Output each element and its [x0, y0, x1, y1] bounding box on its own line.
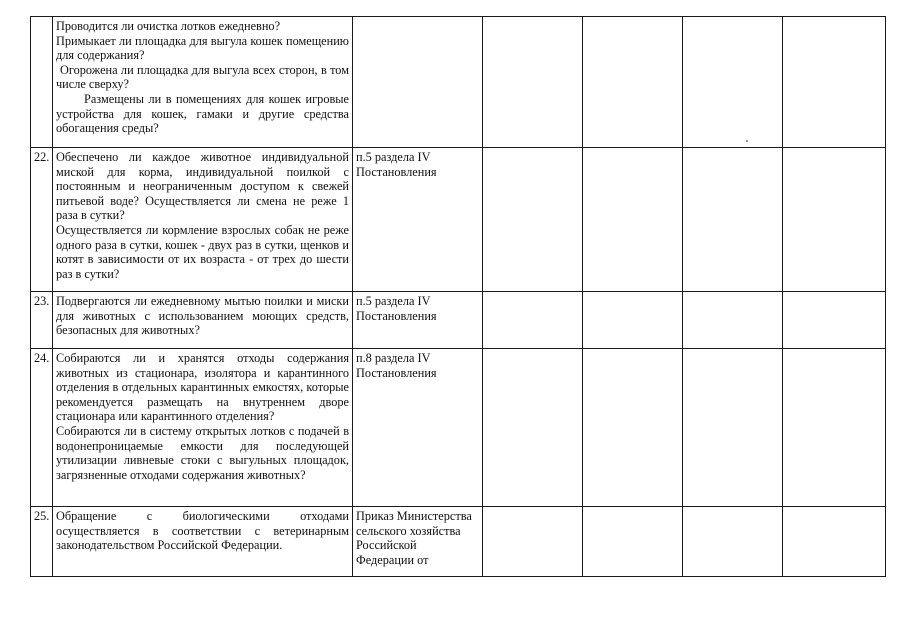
answer-cell: [783, 17, 886, 148]
question-cell: [53, 17, 353, 148]
table-row: [31, 349, 886, 507]
question-text: Подвергаются ли ежедневному мытью поилки и миски для животных с использованием моющих средств, безопасных для животных?: [56, 294, 349, 338]
answer-cell: [483, 349, 583, 507]
answer-cell: [583, 17, 683, 148]
table-row: [31, 17, 886, 148]
reference-text: Постановления: [356, 164, 437, 179]
question-text: Осуществляется ли кормление взрослых собак не реже одного раза в сутки, кошек - двух раз в сутки, щенков и котят в зависимости от их возраста - от трех до шести раз в сутки?: [56, 222, 349, 281]
question-text: Примыкает ли площадка для выгула кошек помещению для содержания?: [56, 33, 349, 63]
reference-cell: [353, 148, 483, 292]
row-number: [31, 17, 53, 148]
answer-cell: [783, 507, 886, 577]
row-number: 23.: [31, 292, 53, 349]
reference-cell: [353, 17, 483, 148]
reference-cell: [353, 507, 483, 577]
answer-cell: [483, 148, 583, 292]
table-row: [31, 148, 886, 292]
answer-cell: [683, 349, 783, 507]
reference-text: Российской: [356, 538, 417, 553]
reference-text: п.8 раздела IV: [356, 351, 431, 365]
table-row: [31, 292, 886, 349]
answer-cell: [583, 292, 683, 349]
answer-cell: [783, 349, 886, 507]
answer-cell: [683, 507, 783, 577]
answer-cell: [483, 507, 583, 577]
answer-cell: [483, 17, 583, 148]
question-cell: [53, 148, 353, 292]
question-text: Обеспечено ли каждое животное индивидуальной миской для корма, индивидуальной поилкой с постоянным и неограниченным доступом к свежей питьевой воде? Осуществляется ли смена не реже 1 раза в сутки?: [56, 150, 349, 223]
answer-cell: [583, 507, 683, 577]
question-text: Огорожена ли площадка для выгула всех сторон, в том числе сверху?: [56, 62, 349, 92]
answer-cell: [783, 292, 886, 349]
question-text: Проводится ли очистка лотков ежедневно?: [56, 19, 281, 33]
question-cell: [53, 507, 353, 577]
checklist-table: [30, 16, 886, 577]
answer-cell: [783, 148, 886, 292]
scan-speck: [746, 140, 748, 142]
reference-text: Постановления: [356, 365, 437, 380]
question-text: Размещены ли в помещениях для кошек игровые устройства для кошек, гамаки и другие средства обогащения среды?: [56, 91, 349, 136]
reference-text: п.5 раздела IV: [356, 294, 431, 308]
question-text: Собираются ли и хранятся отходы содержания животных из стационара, изолятора и карантинного отделения в отдельных карантинных емкостях, которые рекомендуется размещать на внутреннем дворе стационара или карантинного отделения?: [56, 351, 349, 424]
question-cell: [53, 349, 353, 507]
question-cell: [53, 292, 353, 349]
reference-cell: [353, 349, 483, 507]
table-row: [31, 507, 886, 577]
answer-cell: [683, 292, 783, 349]
answer-cell: [683, 148, 783, 292]
reference-cell: [353, 292, 483, 349]
answer-cell: [483, 292, 583, 349]
reference-text: Приказ Министерства: [356, 509, 472, 523]
row-number: 22.: [31, 148, 53, 292]
question-text: Собираются ли в систему открытых лотков с подачей в водонепроницаемые емкости для последующей утилизации ливневые стоки с выгульных площадок, загрязненные отходами содержания животных?: [56, 423, 349, 482]
question-text: Обращение с биологическими отходами осуществляется в соответствии с ветеринарным законодательством Российской Федерации.: [56, 509, 349, 553]
reference-text: сельского хозяйства: [356, 523, 461, 538]
answer-cell: [683, 17, 783, 148]
row-number: 25.: [31, 507, 53, 577]
row-number: 24.: [31, 349, 53, 507]
answer-cell: [583, 148, 683, 292]
reference-text: п.5 раздела IV: [356, 150, 431, 164]
reference-text: Постановления: [356, 308, 437, 323]
answer-cell: [583, 349, 683, 507]
reference-text: Федерации от: [356, 552, 429, 567]
